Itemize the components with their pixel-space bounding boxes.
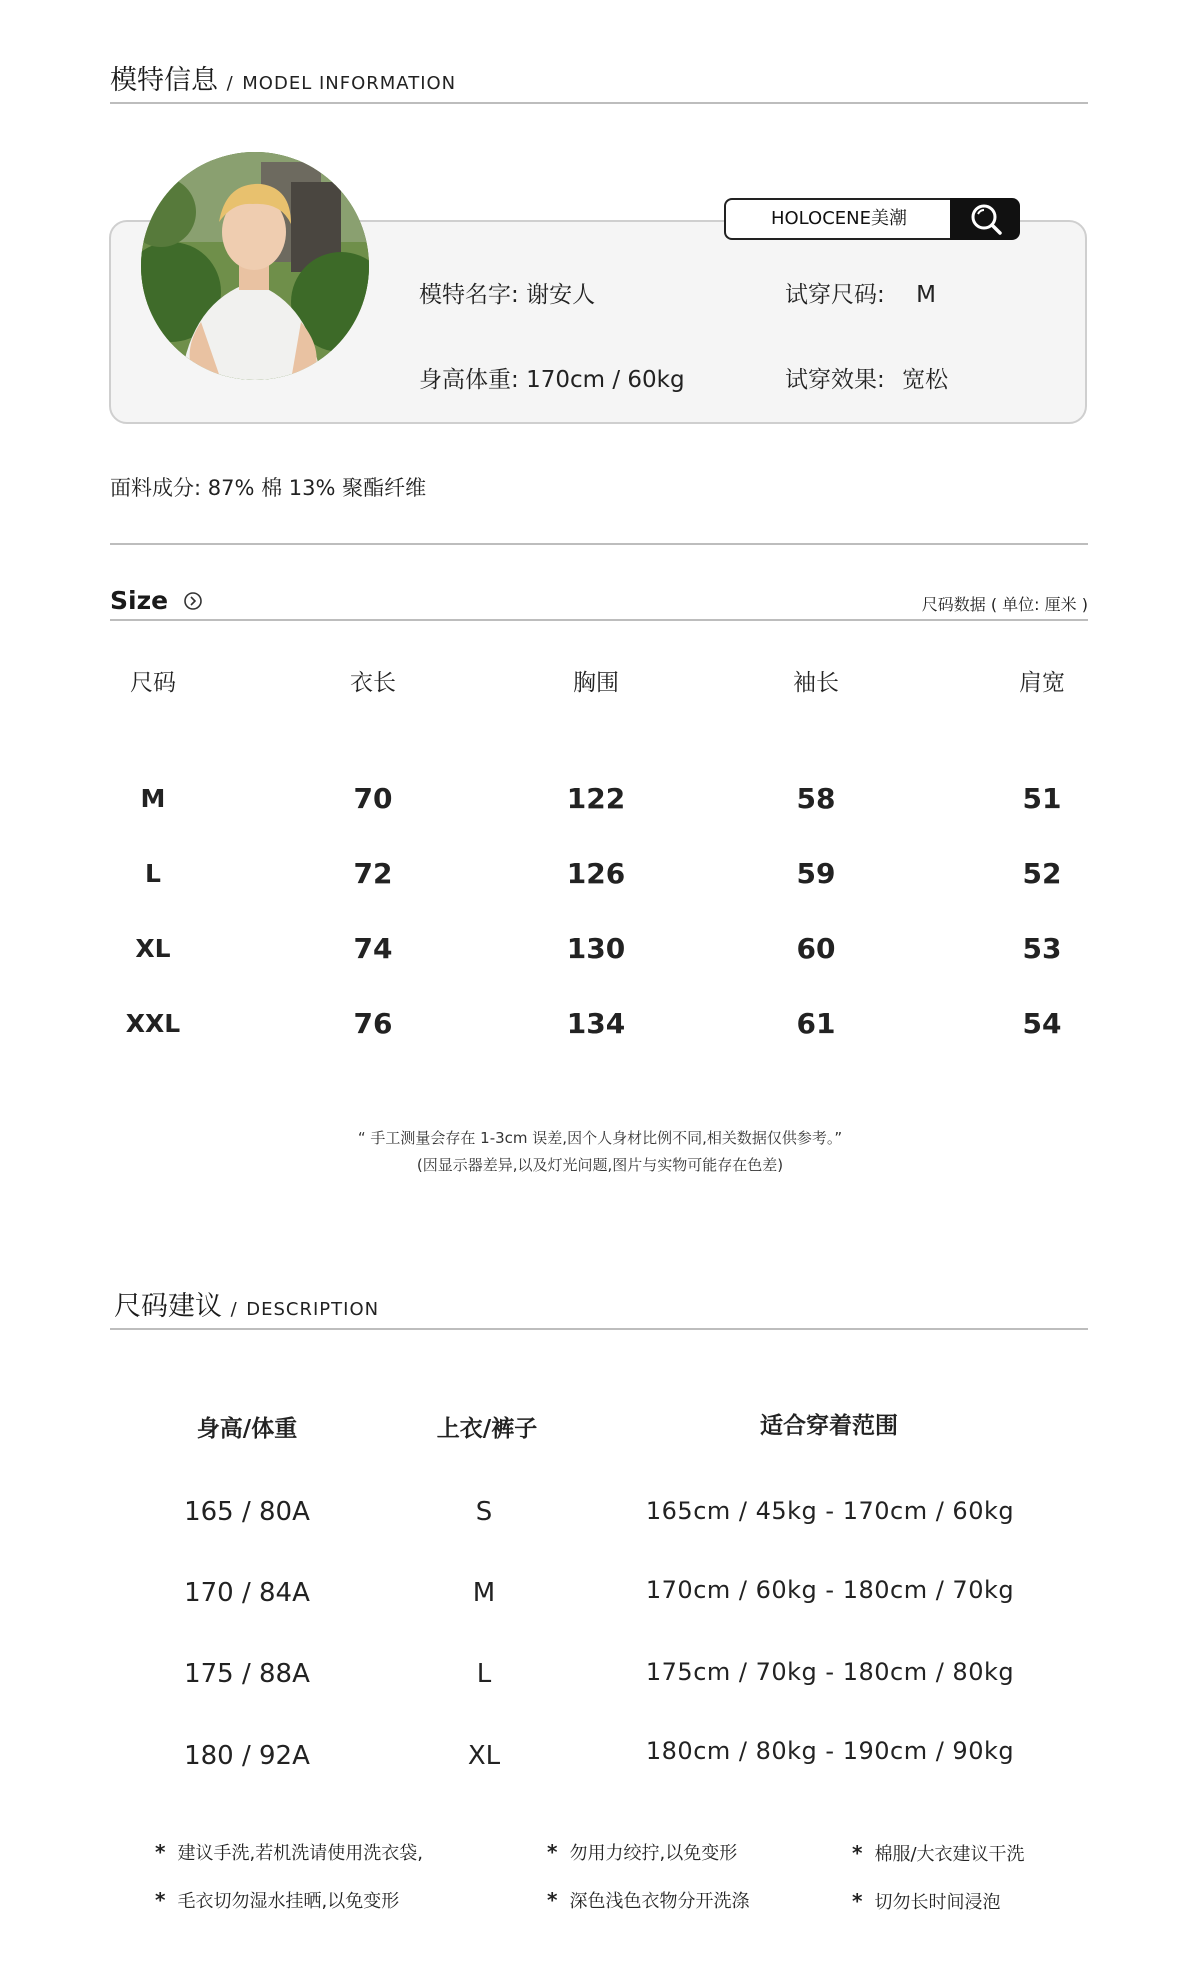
care-item	[547, 1839, 737, 1865]
garment-size-cell: XL	[467, 1741, 501, 1771]
care-text: 毛衣切勿湿水挂晒,以免变形	[177, 1891, 400, 1912]
model-name-value: 谢安人	[526, 282, 596, 308]
size-header-length: 衣长	[350, 670, 396, 696]
fit-range-cell: 175cm / 70kg - 180cm / 80kg	[645, 1658, 1015, 1686]
model-name-label: 模特名字:	[419, 282, 519, 308]
search-button[interactable]	[950, 198, 1020, 240]
model-section-divider	[110, 102, 1088, 104]
header-fit-range: 适合穿着范围	[760, 1413, 898, 1439]
description-title-separator: /	[230, 1299, 238, 1320]
size-cell: M	[140, 784, 166, 813]
care-text: 切勿长时间浸泡	[874, 1892, 1001, 1913]
care-item	[155, 1887, 399, 1913]
fabric-composition	[110, 472, 426, 502]
model-title-en: MODEL INFORMATION	[242, 73, 457, 94]
size-cell: L	[145, 859, 161, 888]
asterisk-icon: *	[547, 1888, 558, 1912]
garment-size-cell: S	[475, 1497, 493, 1527]
care-text: 勿用力绞拧,以免变形	[569, 1843, 738, 1864]
fit-value: 宽松	[902, 367, 949, 393]
height-weight-cell: 175 / 88A	[184, 1659, 310, 1689]
trial-size	[785, 276, 936, 309]
size-header-size: 尺码	[130, 670, 176, 696]
asterisk-icon: *	[547, 1840, 558, 1864]
size-cell: XL	[135, 934, 171, 963]
model-photo	[141, 152, 369, 380]
model-name	[419, 276, 595, 309]
model-title-separator: /	[226, 73, 234, 94]
height-weight-label: 身高体重:	[419, 367, 519, 393]
asterisk-icon: *	[852, 1841, 863, 1865]
asterisk-icon: *	[852, 1889, 863, 1913]
search-icon	[950, 198, 1020, 240]
model-avatar	[141, 152, 369, 380]
description-title-cn: 尺码建议	[114, 1291, 222, 1322]
model-height-weight	[419, 361, 685, 394]
measurement-note: “ 手工测量会存在 1-3cm 误差,因个人身材比例不同,相关数据仅供参考。”	[357, 1129, 843, 1147]
sleeve-cell: 59	[796, 857, 836, 890]
asterisk-icon: *	[155, 1840, 166, 1864]
fabric-divider	[110, 543, 1088, 545]
chest-cell: 134	[566, 1007, 626, 1040]
length-cell: 76	[353, 1007, 393, 1040]
height-weight-cell: 165 / 80A	[184, 1497, 310, 1527]
sleeve-cell: 61	[796, 1007, 836, 1040]
chest-cell: 122	[566, 782, 626, 815]
size-section-divider	[110, 619, 1088, 621]
trial-size-value: M	[916, 282, 936, 308]
description-title-en: DESCRIPTION	[246, 1299, 380, 1320]
chest-cell: 126	[566, 857, 626, 890]
fit-range-cell: 165cm / 45kg - 170cm / 60kg	[645, 1497, 1015, 1525]
care-item	[155, 1839, 423, 1865]
garment-size-cell: L	[476, 1659, 492, 1689]
description-section-divider	[110, 1328, 1088, 1330]
garment-size-cell: M	[472, 1578, 496, 1608]
size-unit-note: 尺码数据 ( 单位: 厘米 )	[921, 595, 1088, 614]
length-cell: 72	[353, 857, 393, 890]
fabric-value: 87% 棉 13% 聚酯纤维	[207, 476, 427, 500]
care-item	[852, 1888, 1000, 1914]
size-cell: XXL	[125, 1009, 181, 1038]
size-title-text: Size	[110, 586, 169, 615]
shoulder-cell: 52	[1022, 857, 1062, 890]
size-header-sleeve: 袖长	[793, 670, 839, 696]
header-top-pants: 上衣/裤子	[436, 1416, 538, 1442]
care-text: 深色浅色衣物分开洗涤	[569, 1891, 750, 1912]
size-header-chest: 胸围	[573, 670, 619, 696]
height-weight-cell: 180 / 92A	[184, 1741, 310, 1771]
brand-search-bar[interactable]	[724, 198, 1020, 240]
chest-cell: 130	[566, 932, 626, 965]
length-cell: 70	[353, 782, 393, 815]
description-section-title	[114, 1284, 379, 1323]
shoulder-cell: 54	[1022, 1007, 1062, 1040]
fabric-label: 面料成分:	[110, 476, 202, 500]
fit-range-cell: 170cm / 60kg - 180cm / 70kg	[645, 1576, 1015, 1604]
size-section-title	[110, 586, 203, 615]
sleeve-cell: 60	[796, 932, 836, 965]
shoulder-cell: 53	[1022, 932, 1062, 965]
brand-search-field: HOLOCENE美潮	[724, 198, 952, 240]
length-cell: 74	[353, 932, 393, 965]
chevron-right-circle-icon	[183, 591, 203, 611]
sleeve-cell: 58	[796, 782, 836, 815]
care-text: 棉服/大衣建议干洗	[874, 1844, 1025, 1865]
care-item	[852, 1840, 1025, 1866]
care-text: 建议手洗,若机洗请使用洗衣袋,	[177, 1843, 423, 1864]
trial-size-label: 试穿尺码:	[785, 282, 885, 308]
size-header-shoulder: 肩宽	[1019, 670, 1065, 696]
care-item	[547, 1887, 749, 1913]
model-title-cn: 模特信息	[110, 65, 218, 96]
fit-range-cell: 180cm / 80kg - 190cm / 90kg	[645, 1737, 1015, 1765]
trial-fit	[785, 361, 948, 394]
model-section-title	[110, 58, 456, 97]
asterisk-icon: *	[155, 1888, 166, 1912]
height-weight-cell: 170 / 84A	[184, 1578, 310, 1608]
color-difference-note: (因显示器差异,以及灯光问题,图片与实物可能存在色差)	[416, 1156, 784, 1174]
height-weight-value: 170cm / 60kg	[526, 367, 685, 393]
fit-label: 试穿效果:	[785, 367, 885, 393]
shoulder-cell: 51	[1022, 782, 1062, 815]
header-height-weight: 身高/体重	[196, 1416, 298, 1442]
